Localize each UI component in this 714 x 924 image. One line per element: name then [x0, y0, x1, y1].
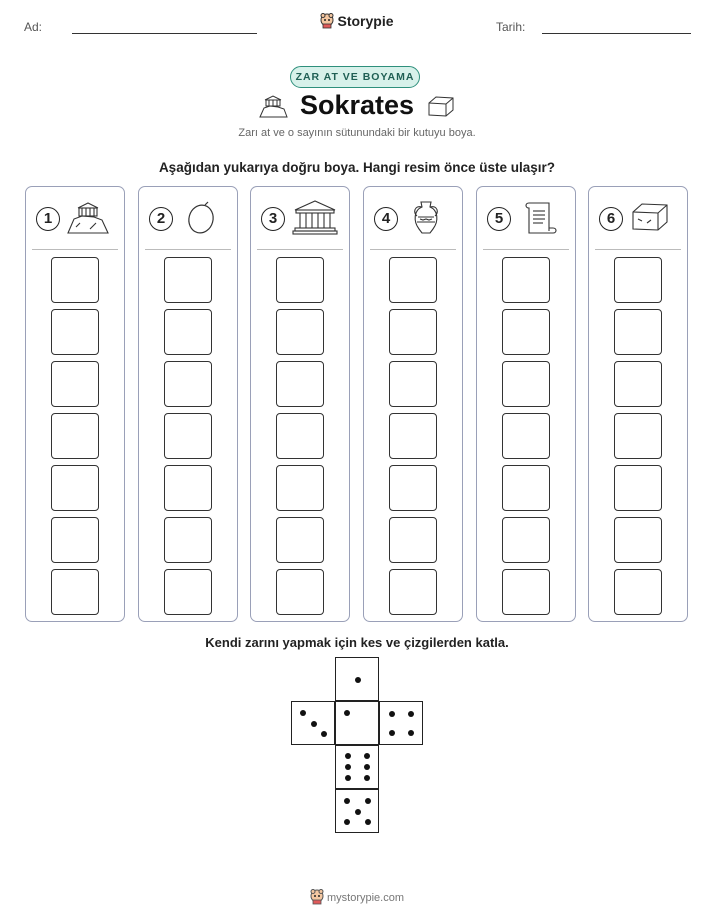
dice-column-3 [250, 186, 350, 622]
date-line [542, 33, 691, 34]
color-box[interactable] [614, 465, 662, 511]
scroll-icon [517, 199, 561, 242]
color-box[interactable] [502, 257, 550, 303]
color-box[interactable] [51, 517, 99, 563]
dice-column-2 [138, 186, 238, 622]
olive-icon [179, 199, 223, 240]
column-divider [257, 249, 343, 250]
color-box[interactable] [502, 517, 550, 563]
color-box[interactable] [164, 465, 212, 511]
color-box[interactable] [614, 569, 662, 615]
die-pip [345, 764, 351, 770]
color-box[interactable] [389, 569, 437, 615]
color-box[interactable] [502, 309, 550, 355]
amphora-icon [404, 199, 448, 242]
color-box[interactable] [164, 361, 212, 407]
color-box[interactable] [502, 361, 550, 407]
color-box[interactable] [164, 309, 212, 355]
column-number: 4 [374, 207, 398, 231]
greek-temple-icon [291, 199, 339, 240]
column-number: 6 [599, 207, 623, 231]
column-number: 1 [36, 207, 60, 231]
color-box[interactable] [502, 569, 550, 615]
die-pip [344, 819, 350, 825]
die-face-one [335, 657, 379, 701]
brand-logo [0, 13, 714, 32]
color-box[interactable] [276, 569, 324, 615]
color-box[interactable] [502, 413, 550, 459]
die-face-one [335, 701, 379, 745]
column-divider [32, 249, 118, 250]
die-pip [344, 710, 350, 716]
brand-name: Storypie [337, 13, 394, 29]
die-pip [344, 798, 350, 804]
die-pip [365, 798, 371, 804]
name-line [72, 33, 257, 34]
subtitle: Zarı at ve o sayının sütunundaki bir kutuyu boya. [238, 127, 476, 139]
die-pip [355, 809, 361, 815]
color-box[interactable] [51, 309, 99, 355]
color-box[interactable] [614, 517, 662, 563]
color-box[interactable] [502, 465, 550, 511]
color-box[interactable] [614, 413, 662, 459]
column-divider [483, 249, 569, 250]
name-label: Ad: [24, 20, 43, 34]
die-pip [364, 753, 370, 759]
die-face-four [379, 701, 423, 745]
column-number: 2 [149, 207, 173, 231]
column-number: 3 [261, 207, 285, 231]
color-box[interactable] [614, 257, 662, 303]
stone-block-icon [426, 94, 456, 123]
color-box[interactable] [51, 465, 99, 511]
column-divider [370, 249, 456, 250]
color-box[interactable] [164, 257, 212, 303]
color-box[interactable] [51, 569, 99, 615]
cut-instruction: Kendi zarını yapmak için kes ve çizgilerden katla. [205, 635, 509, 650]
storypie-mascot-icon [310, 889, 324, 908]
color-box[interactable] [614, 361, 662, 407]
dice-column-1 [25, 186, 125, 622]
color-box[interactable] [51, 257, 99, 303]
die-face-five [335, 789, 379, 833]
color-box[interactable] [164, 569, 212, 615]
die-pip [389, 711, 395, 717]
dice-column-4 [363, 186, 463, 622]
die-pip [364, 764, 370, 770]
die-pip [389, 730, 395, 736]
color-box[interactable] [276, 309, 324, 355]
color-box[interactable] [389, 413, 437, 459]
die-face-six [335, 745, 379, 789]
activity-badge: ZAR AT VE BOYAMA [290, 66, 420, 88]
color-box[interactable] [276, 413, 324, 459]
color-box[interactable] [614, 309, 662, 355]
die-pip [408, 711, 414, 717]
die-face-three [291, 701, 335, 745]
column-divider [595, 249, 681, 250]
footer [0, 889, 714, 908]
color-box[interactable] [389, 309, 437, 355]
die-pip [345, 753, 351, 759]
dice-column-5 [476, 186, 576, 622]
die-pip [311, 721, 317, 727]
color-box[interactable] [389, 361, 437, 407]
color-box[interactable] [276, 361, 324, 407]
acropolis-icon [66, 199, 110, 240]
color-box[interactable] [389, 517, 437, 563]
color-box[interactable] [51, 361, 99, 407]
color-box[interactable] [276, 517, 324, 563]
die-pip [321, 731, 327, 737]
color-box[interactable] [389, 257, 437, 303]
date-label: Tarih: [496, 20, 526, 34]
dice-column-6 [588, 186, 688, 622]
color-box[interactable] [389, 465, 437, 511]
die-pip [345, 775, 351, 781]
die-pip [365, 819, 371, 825]
color-box[interactable] [51, 413, 99, 459]
color-box[interactable] [164, 413, 212, 459]
die-pip [355, 677, 361, 683]
stone-block-icon [629, 199, 673, 240]
color-box[interactable] [276, 465, 324, 511]
color-box[interactable] [164, 517, 212, 563]
page-title: Sokrates [299, 90, 415, 120]
die-pip [364, 775, 370, 781]
column-number: 5 [487, 207, 511, 231]
footer-url[interactable]: mystorypie.com [326, 892, 405, 904]
storypie-mascot-icon [320, 13, 334, 32]
color-box[interactable] [276, 257, 324, 303]
column-divider [145, 249, 231, 250]
die-pip [300, 710, 306, 716]
die-pip [408, 730, 414, 736]
instruction: Aşağıdan yukarıya doğru boya. Hangi resim önce üste ulaşır? [158, 160, 556, 175]
